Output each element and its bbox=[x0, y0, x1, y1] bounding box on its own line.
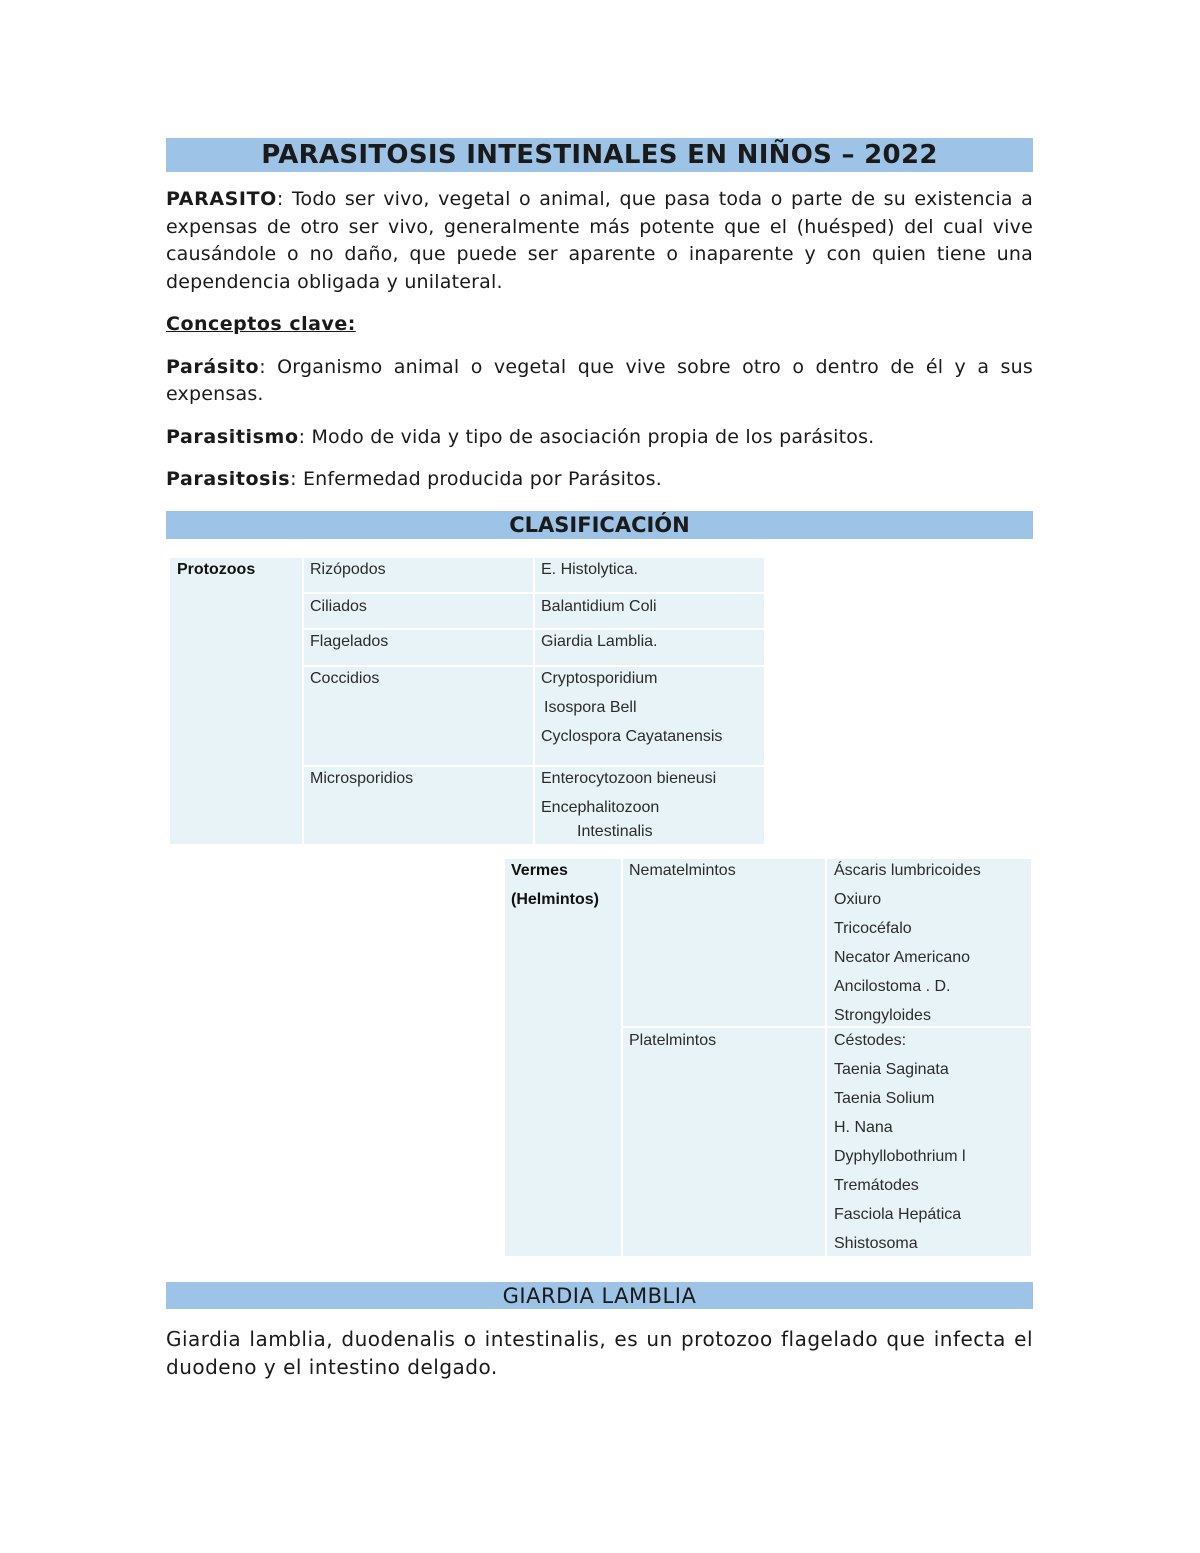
species-list bbox=[541, 768, 716, 850]
species-label: Shistosoma bbox=[834, 1235, 918, 1252]
species-label: Tremátodes bbox=[834, 1177, 919, 1194]
group-label: Ciliados bbox=[310, 598, 367, 615]
concepts-heading-line bbox=[166, 311, 1033, 339]
classification-heading: CLASIFICACIÓN bbox=[166, 511, 1033, 539]
species-label: Céstodes: bbox=[834, 1032, 907, 1049]
worms-label-line: Vermes bbox=[511, 862, 568, 879]
concept-item bbox=[166, 466, 1033, 494]
group-label: Coccidios bbox=[310, 670, 380, 687]
species-list bbox=[834, 1030, 966, 1262]
concept-item bbox=[166, 354, 1033, 409]
concept-term: Parasitosis bbox=[166, 468, 291, 490]
concept-text: : Modo de vida y tipo de asociación propia de los parásitos. bbox=[298, 425, 875, 448]
concepts-heading: Conceptos clave: bbox=[166, 313, 356, 335]
species-label: Taenia Saginata bbox=[834, 1061, 949, 1078]
species-label: Áscaris lumbricoides bbox=[834, 862, 981, 879]
group-label: Rizópodos bbox=[310, 561, 386, 578]
concept-term: Parasitismo bbox=[166, 425, 299, 448]
species-label: Isospora Bell bbox=[544, 699, 637, 716]
definition-paragraph bbox=[166, 186, 1033, 296]
species-label: Ancilostoma . D. bbox=[834, 978, 951, 995]
species-label: Tricocéfalo bbox=[834, 920, 912, 937]
concept-text: : Enfermedad producida por Parásitos. bbox=[290, 468, 662, 490]
worms-table bbox=[505, 859, 1031, 1256]
document-page bbox=[166, 138, 1033, 494]
species-label: Cryptosporidium bbox=[541, 670, 658, 687]
worms-label bbox=[511, 860, 599, 918]
group-label: Flagelados bbox=[310, 633, 389, 650]
species-list bbox=[541, 668, 722, 755]
species-list bbox=[834, 860, 981, 1034]
species-label: Balantidium Coli bbox=[541, 598, 657, 615]
giardia-heading: GIARDIA LAMBLIA bbox=[166, 1282, 1033, 1309]
group-label: Platelmintos bbox=[629, 1032, 717, 1049]
definition-text: : Todo ser vivo, vegetal o animal, que pasa toda o parte de su existencia a expensas de otro ser vivo, generalmente más potente que el (huésped) del cual vive causándole o no daño, que puede ser aparente o inaparente y con quien tiene una dependencia obligada y unilateral. bbox=[166, 188, 1033, 293]
species-label: E. Histolytica. bbox=[541, 561, 638, 578]
species-label: Enterocytozoon bieneusi bbox=[541, 770, 717, 787]
species-label: Oxiuro bbox=[834, 891, 882, 908]
species-label: Encephalitozoon bbox=[541, 799, 660, 816]
species-label: Dyphyllobothrium l bbox=[834, 1148, 966, 1165]
giardia-paragraph: Giardia lamblia, duodenalis o intestinalis, es un protozoo flagelado que infecta el duodeno y el intestino delgado. bbox=[166, 1327, 1033, 1379]
concept-text: : Organismo animal o vegetal que vive sobre otro o dentro de él y a sus expensas. bbox=[166, 355, 1033, 405]
species-label: Strongyloides bbox=[834, 1007, 931, 1024]
species-label: Taenia Solium bbox=[834, 1090, 935, 1107]
species-label: Fasciola Hepática bbox=[834, 1206, 962, 1223]
page-title: PARASITOSIS INTESTINALES EN NIÑOS – 2022 bbox=[166, 138, 1033, 172]
protozoa-table bbox=[170, 558, 764, 844]
group-label: Microsporidios bbox=[310, 770, 414, 787]
species-label: Necator Americano bbox=[834, 949, 971, 966]
worms-label-line: (Helmintos) bbox=[511, 891, 599, 908]
species-label: H. Nana bbox=[834, 1119, 893, 1136]
definition-term: PARASITO bbox=[166, 188, 277, 210]
species-label: Intestinalis bbox=[577, 823, 653, 840]
species-label: Cyclospora Cayatanensis bbox=[541, 728, 723, 745]
protozoa-label: Protozoos bbox=[177, 561, 256, 578]
concept-item bbox=[166, 424, 1033, 452]
group-label: Nematelmintos bbox=[629, 862, 736, 879]
species-label: Giardia Lamblia. bbox=[541, 633, 658, 650]
concept-term: Parásito bbox=[166, 355, 260, 378]
